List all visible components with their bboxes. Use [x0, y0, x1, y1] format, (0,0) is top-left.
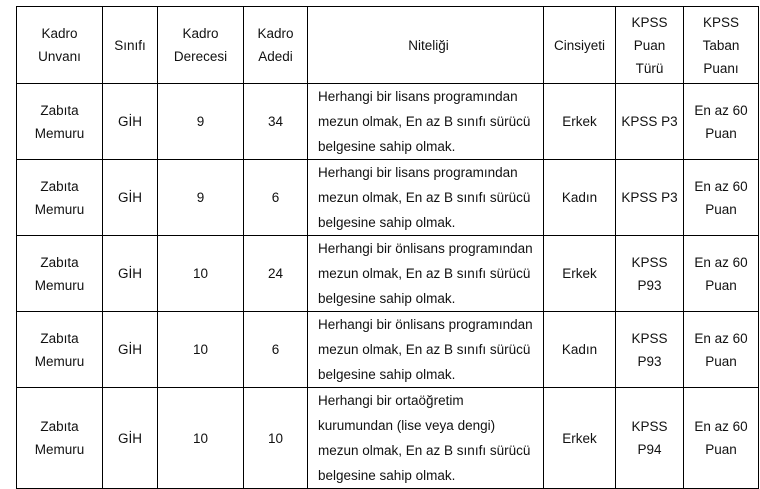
cell-kadro-unvani: Zabıta Memuru — [17, 84, 103, 160]
table-row — [17, 312, 759, 388]
cell-kadro-unvani: Zabıta Memuru — [17, 388, 103, 489]
cell-kadro-unvani: Zabıta Memuru — [17, 236, 103, 312]
cell-sinifi: GİH — [103, 160, 158, 236]
table-row — [17, 388, 759, 489]
cell-kadro-adedi: 34 — [244, 84, 308, 160]
cell-niteligi: Herhangi bir önlisans programından mezun olmak, En az B sınıfı sürücü belgesine sahip olmak. — [308, 312, 544, 388]
header-sinifi: Sınıfı — [103, 7, 158, 84]
table-row — [17, 160, 759, 236]
cell-niteligi: Herhangi bir lisans programından mezun olmak, En az B sınıfı sürücü belgesine sahip olmak. — [308, 160, 544, 236]
cell-cinsiyeti: Erkek — [544, 388, 616, 489]
cell-kpss-taban-puani: En az 60 Puan — [684, 312, 759, 388]
cell-kadro-derecesi: 10 — [158, 312, 244, 388]
cell-sinifi: GİH — [103, 236, 158, 312]
cell-kadro-unvani: Zabıta Memuru — [17, 312, 103, 388]
cell-kpss-puan-turu: KPSS P93 — [616, 236, 684, 312]
cell-cinsiyeti: Erkek — [544, 236, 616, 312]
table-header-row — [17, 7, 759, 84]
header-kadro-adedi: Kadro Adedi — [244, 7, 308, 84]
cell-kpss-taban-puani: En az 60 Puan — [684, 160, 759, 236]
cell-kpss-taban-puani: En az 60 Puan — [684, 84, 759, 160]
cell-cinsiyeti: Kadın — [544, 160, 616, 236]
cell-cinsiyeti: Erkek — [544, 84, 616, 160]
cell-kadro-derecesi: 9 — [158, 84, 244, 160]
cell-sinifi: GİH — [103, 312, 158, 388]
cell-kadro-derecesi: 9 — [158, 160, 244, 236]
header-cinsiyeti: Cinsiyeti — [544, 7, 616, 84]
table-row — [17, 236, 759, 312]
cell-kpss-taban-puani: En az 60 Puan — [684, 388, 759, 489]
cell-kadro-adedi: 24 — [244, 236, 308, 312]
cell-sinifi: GİH — [103, 84, 158, 160]
header-kadro-unvani: Kadro Unvanı — [17, 7, 103, 84]
cell-kadro-adedi: 10 — [244, 388, 308, 489]
header-kadro-derecesi: Kadro Derecesi — [158, 7, 244, 84]
cell-kpss-puan-turu: KPSS P3 — [616, 84, 684, 160]
cell-kadro-derecesi: 10 — [158, 388, 244, 489]
cell-kpss-puan-turu: KPSS P3 — [616, 160, 684, 236]
cell-kpss-puan-turu: KPSS P93 — [616, 312, 684, 388]
header-kpss-puan-turu: KPSS Puan Türü — [616, 7, 684, 84]
cell-kpss-puan-turu: KPSS P94 — [616, 388, 684, 489]
cell-niteligi: Herhangi bir ortaöğretim kurumundan (lise veya dengi) mezun olmak, En az B sınıfı sürücü belgesine sahip olmak. — [308, 388, 544, 489]
kadro-table — [16, 6, 759, 489]
cell-kpss-taban-puani: En az 60 Puan — [684, 236, 759, 312]
table-row — [17, 84, 759, 160]
cell-sinifi: GİH — [103, 388, 158, 489]
cell-kadro-adedi: 6 — [244, 160, 308, 236]
cell-kadro-derecesi: 10 — [158, 236, 244, 312]
header-niteligi: Niteliği — [308, 7, 544, 84]
cell-kadro-unvani: Zabıta Memuru — [17, 160, 103, 236]
cell-cinsiyeti: Kadın — [544, 312, 616, 388]
header-kpss-taban-puani: KPSS Taban Puanı — [684, 7, 759, 84]
cell-niteligi: Herhangi bir lisans programından mezun olmak, En az B sınıfı sürücü belgesine sahip olmak. — [308, 84, 544, 160]
document-page — [16, 0, 760, 483]
cell-kadro-adedi: 6 — [244, 312, 308, 388]
cell-niteligi: Herhangi bir önlisans programından mezun olmak, En az B sınıfı sürücü belgesine sahip olmak. — [308, 236, 544, 312]
